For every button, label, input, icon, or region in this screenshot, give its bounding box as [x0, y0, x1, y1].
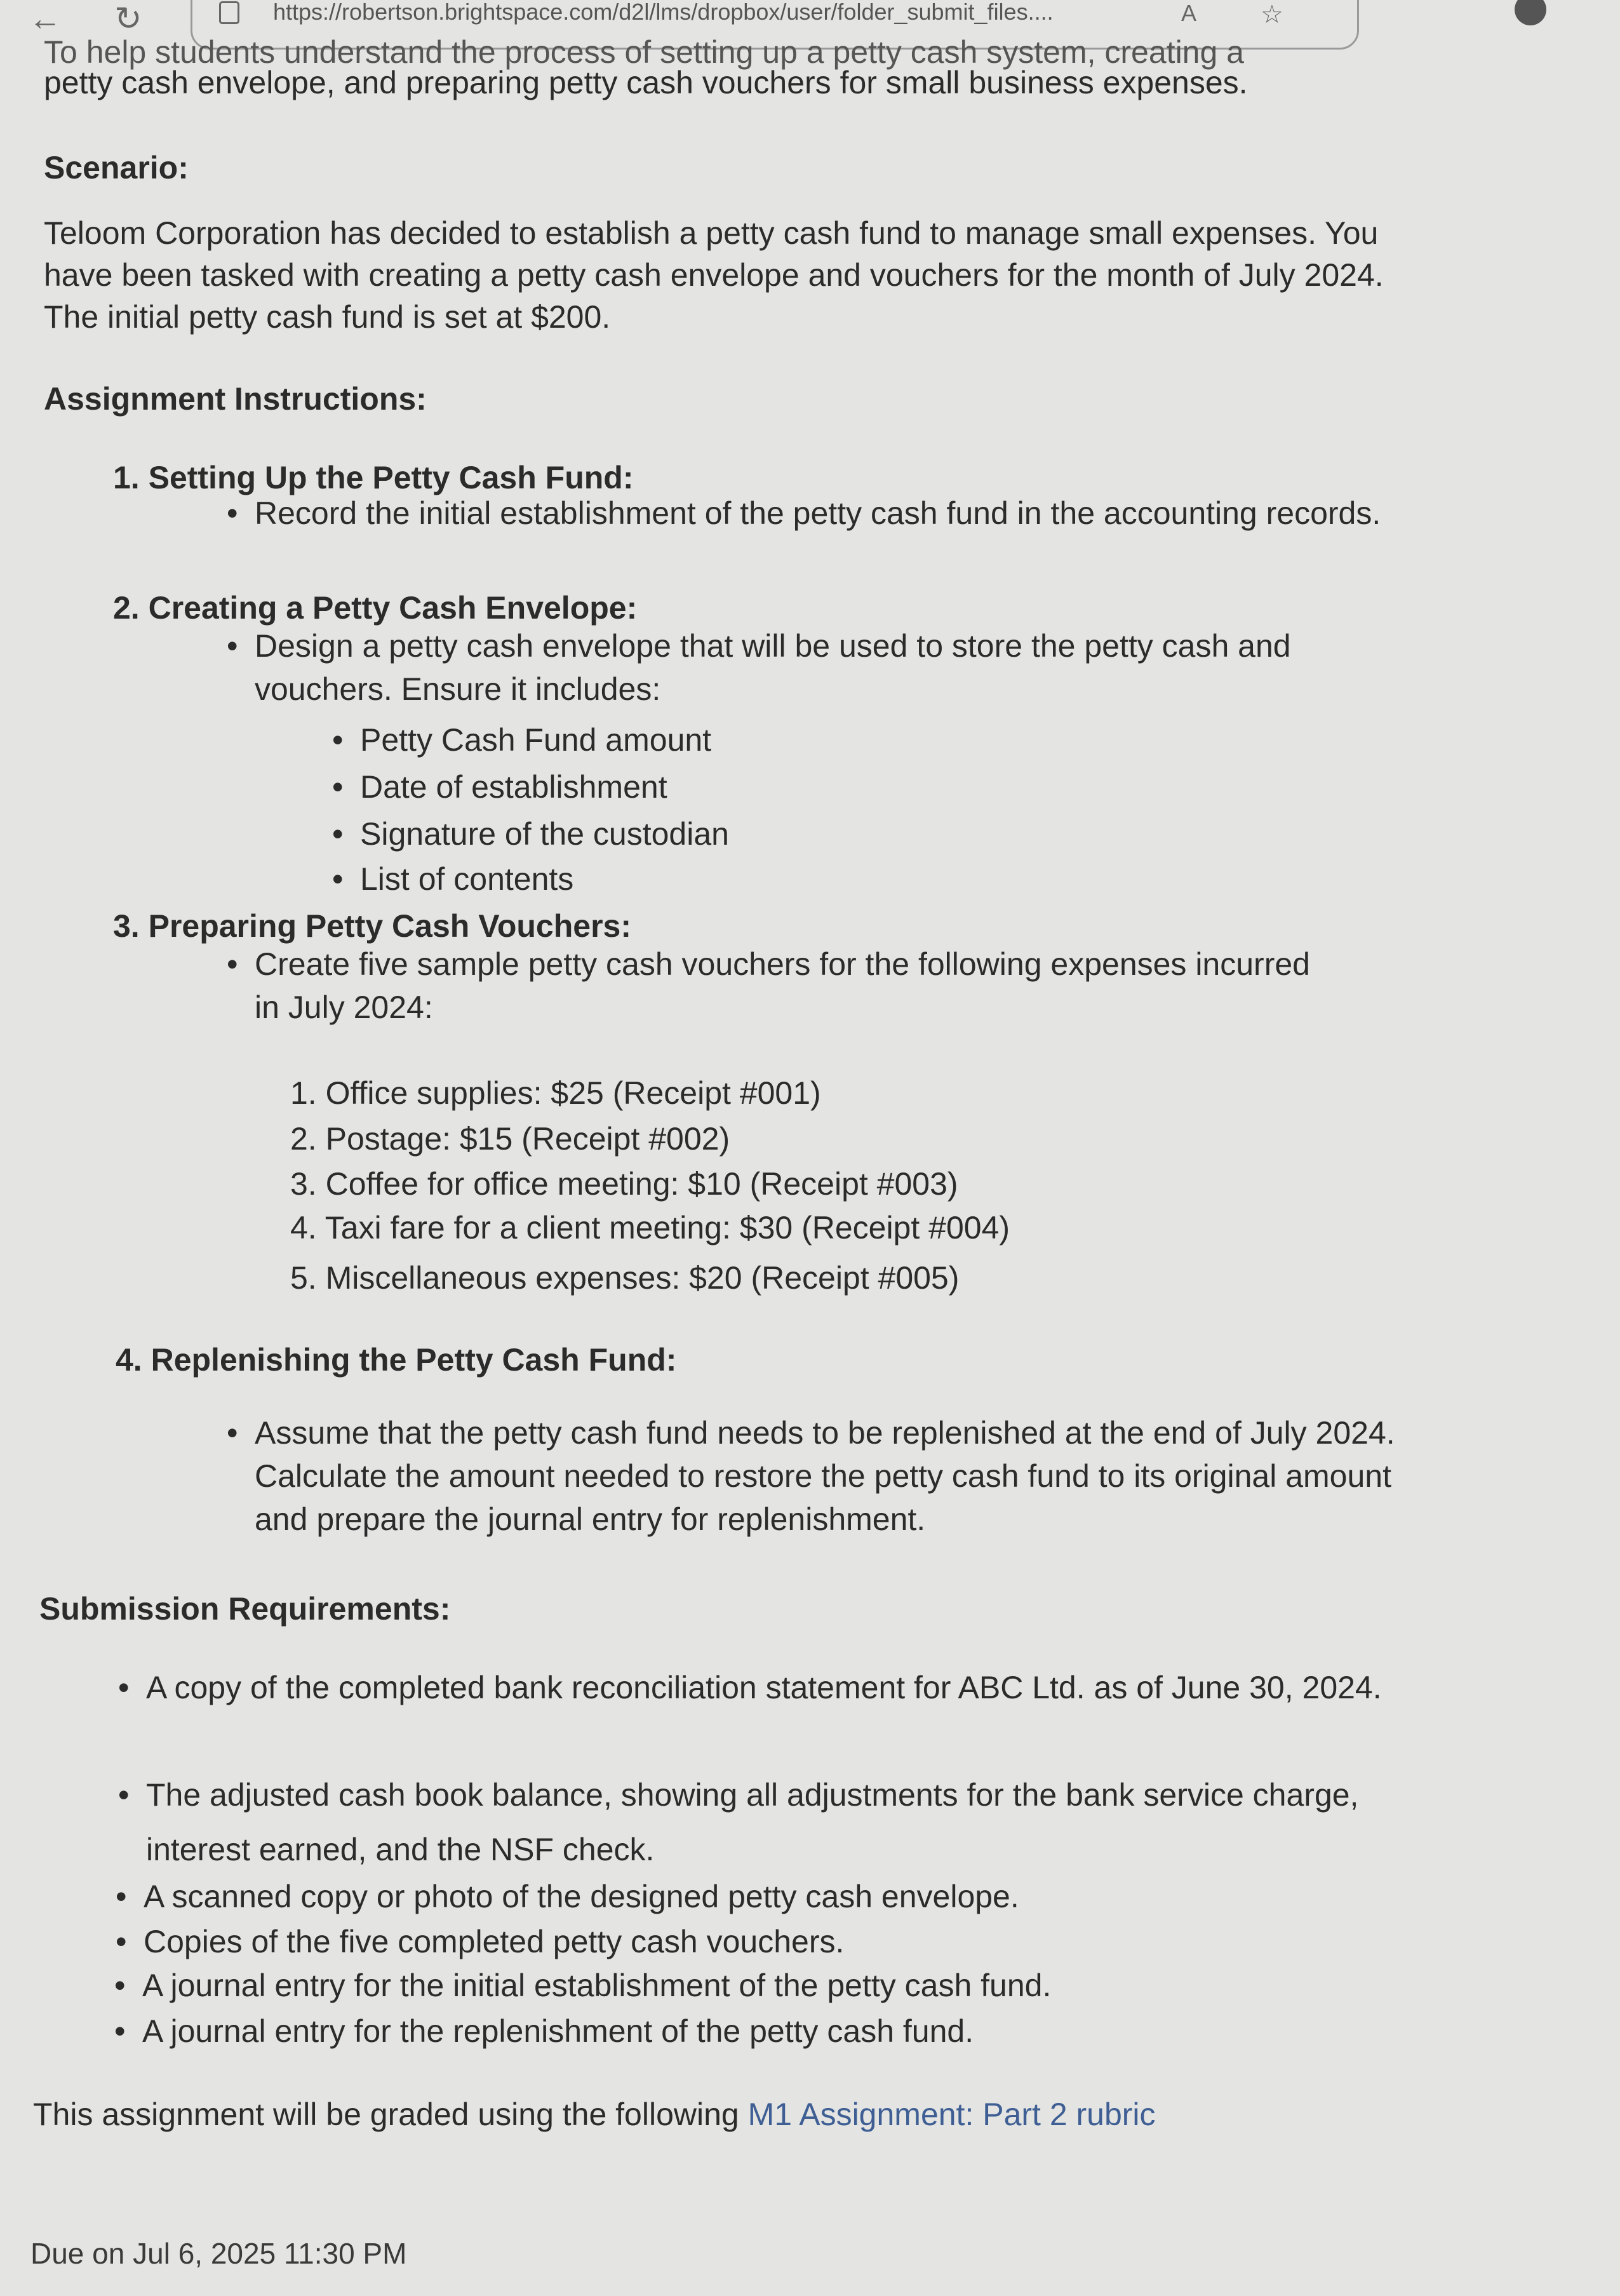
voucher-item: 4. Taxi fare for a client meeting: $30 (Receipt #004) [290, 1210, 1010, 1245]
back-icon[interactable]: ← [29, 1, 62, 37]
scenario-text: Teloom Corporation has decided to establish a petty cash fund to manage small expenses. You have been tasked with creating a petty cash envelope and vouchers for the month of July 2024. The initial petty cash fund is set at $200. [44, 215, 1384, 335]
lock-icon [219, 1, 239, 24]
step3-bullet: • Create five sample petty cash vouchers for the following expenses incurred in July 2024: [255, 943, 1334, 1029]
voucher-item: 1. Office supplies: $25 (Receipt #001) [290, 1075, 821, 1111]
submission-item: • A scanned copy or photo of the designed petty cash envelope. [144, 1875, 1019, 1918]
submission-item: • A journal entry for the initial establishment of the petty cash fund. [142, 1964, 1051, 2007]
intro-cut-line: To help students understand the process of setting up a petty cash system, creating a [44, 34, 1244, 70]
favorite-icon[interactable]: ☆ [1261, 1, 1283, 29]
step4-title: 4. Replenishing the Petty Cash Fund: [116, 1342, 677, 1378]
rubric-line [33, 2093, 1156, 2136]
step1-bullet: • Record the initial establishment of the petty cash fund in the accounting records. [255, 492, 1385, 535]
intro-text: petty cash envelope, and preparing petty cash vouchers for small business expenses. [44, 65, 1248, 100]
reload-icon[interactable]: ↻ [114, 1, 142, 37]
envelope-item: • Signature of the custodian [360, 812, 729, 856]
rubric-text: This assignment will be graded using the following [33, 2097, 748, 2132]
submission-item: • A copy of the completed bank reconciliation statement for ABC Ltd. as of June 30, 2024. [146, 1660, 1403, 1715]
envelope-item: • Petty Cash Fund amount [360, 718, 711, 762]
voucher-item: 5. Miscellaneous expenses: $20 (Receipt #005) [290, 1260, 960, 1296]
reader-icon[interactable]: A [1181, 0, 1197, 26]
due-date: Due on Jul 6, 2025 11:30 PM [30, 2237, 407, 2270]
step1-title: 1. Setting Up the Petty Cash Fund: [113, 460, 634, 495]
step2-bullet: • Design a petty cash envelope that will be used to store the petty cash and vouchers. Ensure it includes: [255, 624, 1372, 711]
profile-avatar[interactable] [1515, 0, 1546, 25]
voucher-item: 3. Coffee for office meeting: $10 (Receipt #003) [290, 1166, 958, 1202]
instructions-heading: Assignment Instructions: [44, 381, 427, 417]
submission-item: • The adjusted cash book balance, showing all adjustments for the bank service charge, interest earned, and the NSF check. [146, 1768, 1403, 1877]
browser-toolbar [0, 0, 1620, 38]
envelope-item: • Date of establishment [360, 765, 667, 809]
submission-heading: Submission Requirements: [39, 1591, 451, 1627]
voucher-item: 2. Postage: $15 (Receipt #002) [290, 1121, 730, 1157]
rubric-link[interactable]: M1 Assignment: Part 2 rubric [747, 2097, 1156, 2132]
step4-bullet: • Assume that the petty cash fund needs to be replenished at the end of July 2024. Calculate the amount needed to restore the petty cash fund to its original amount and prepare the journal entry for replenishment. [255, 1411, 1398, 1541]
submission-item: • Copies of the five completed petty cash vouchers. [144, 1920, 844, 1963]
step2-title: 2. Creating a Petty Cash Envelope: [113, 590, 638, 626]
envelope-item: • List of contents [360, 857, 573, 901]
scenario-heading: Scenario: [44, 150, 189, 185]
step3-title: 3. Preparing Petty Cash Vouchers: [113, 908, 631, 944]
submission-item: • A journal entry for the replenishment of the petty cash fund. [142, 2010, 974, 2053]
url-text[interactable]: https://robertson.brightspace.com/d2l/lms/dropbox/user/folder_submit_files.... [273, 0, 1054, 25]
